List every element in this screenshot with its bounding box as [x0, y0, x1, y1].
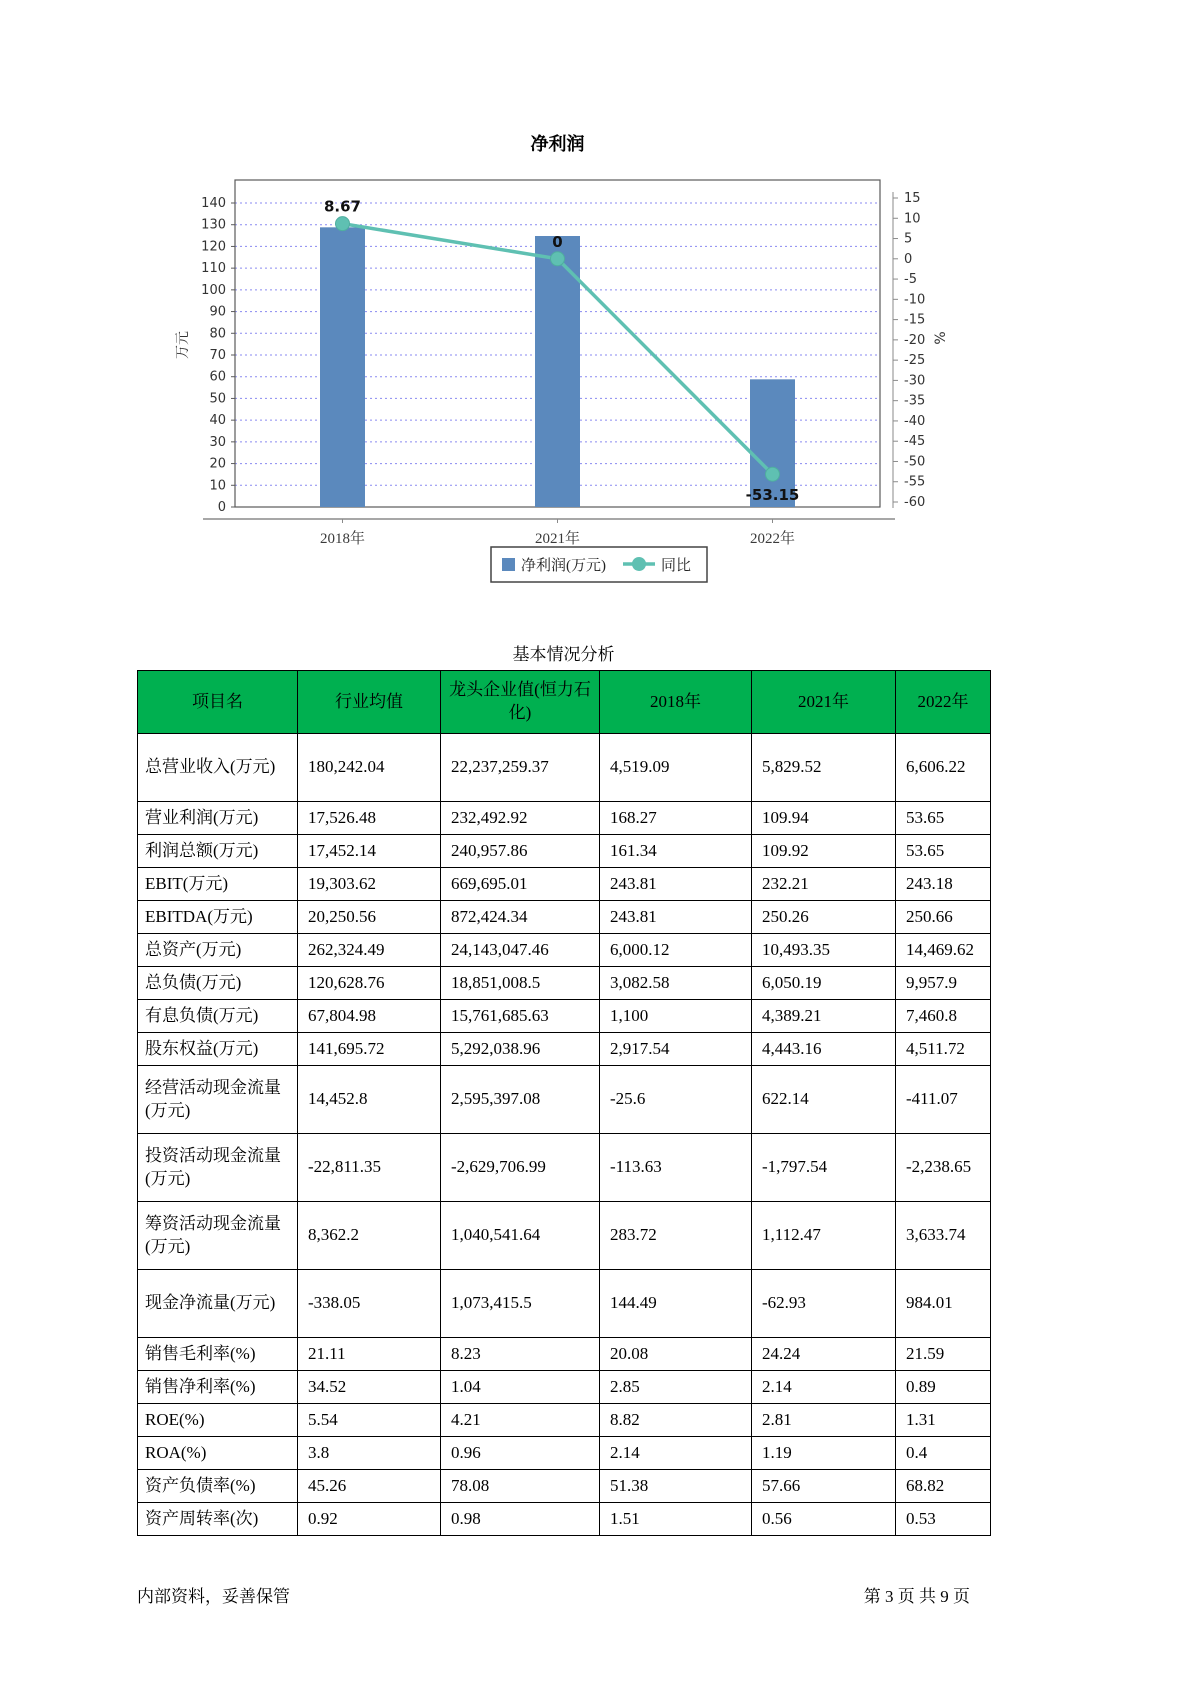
row-label: EBITDA(万元) [138, 901, 298, 934]
table-cell: 4,511.72 [896, 1033, 991, 1066]
row-label: 资产负债率(%) [138, 1470, 298, 1503]
table-row [138, 1404, 991, 1437]
column-header: 2021年 [752, 671, 896, 734]
table-row [138, 1437, 991, 1470]
table-cell: 20.08 [600, 1338, 752, 1371]
table-cell: 20,250.56 [298, 901, 441, 934]
left-axis-tick-label: 30 [209, 434, 226, 450]
table-cell: 250.66 [896, 901, 991, 934]
right-axis-tick-label: -40 [904, 413, 926, 429]
table-row [138, 934, 991, 967]
left-axis-tick-label: 120 [201, 239, 226, 255]
table-cell: 0.56 [752, 1503, 896, 1536]
table-cell: 51.38 [600, 1470, 752, 1503]
table-cell: 5,829.52 [752, 734, 896, 802]
right-axis-tick-label: -35 [904, 393, 926, 409]
table-cell: 68.82 [896, 1470, 991, 1503]
table-cell: 0.98 [441, 1503, 600, 1536]
table-cell: -338.05 [298, 1270, 441, 1338]
row-label: 现金净流量(万元) [138, 1270, 298, 1338]
table-cell: 15,761,685.63 [441, 1000, 600, 1033]
table-cell: 6,000.12 [600, 934, 752, 967]
table-row [138, 868, 991, 901]
table-row [138, 1503, 991, 1536]
chart-bar [320, 227, 365, 507]
table-cell: 243.81 [600, 868, 752, 901]
left-axis-tick-label: 40 [209, 413, 226, 429]
table-cell: 53.65 [896, 835, 991, 868]
right-axis-tick-label: 5 [904, 231, 913, 247]
left-axis-tick-label: 10 [209, 478, 226, 494]
table-cell: 3,082.58 [600, 967, 752, 1000]
table-cell: 17,452.14 [298, 835, 441, 868]
table-cell: 24,143,047.46 [441, 934, 600, 967]
right-axis-tick-label: -55 [904, 474, 926, 490]
table-cell: 872,424.34 [441, 901, 600, 934]
legend-bar-swatch [502, 558, 515, 571]
table-row [138, 1470, 991, 1503]
table-cell: 10,493.35 [752, 934, 896, 967]
right-axis-tick-label: -45 [904, 434, 926, 450]
table-header [138, 671, 991, 734]
right-axis-tick-label: -20 [904, 332, 926, 348]
table-row [138, 1270, 991, 1338]
footer-confidential-note: 内部资料，妥善保管 [137, 1587, 290, 1606]
table-row [138, 734, 991, 802]
table-cell: 2.85 [600, 1371, 752, 1404]
analysis-table [137, 670, 991, 1536]
table-cell: 1,100 [600, 1000, 752, 1033]
row-label: ROE(%) [138, 1404, 298, 1437]
table-cell: 0.4 [896, 1437, 991, 1470]
table-cell: 5,292,038.96 [441, 1033, 600, 1066]
row-label: 经营活动现金流量(万元) [138, 1066, 298, 1134]
table-cell: 1.04 [441, 1371, 600, 1404]
table-cell: 669,695.01 [441, 868, 600, 901]
row-label: 有息负债(万元) [138, 1000, 298, 1033]
table-cell: 3,633.74 [896, 1202, 991, 1270]
left-axis-tick-label: 140 [201, 196, 226, 211]
table-cell: -2,629,706.99 [441, 1134, 600, 1202]
left-axis-tick-label: 20 [209, 456, 226, 472]
table-row [138, 901, 991, 934]
table-cell: 232,492.92 [441, 802, 600, 835]
left-axis-tick-label: 60 [209, 369, 226, 385]
table-row [138, 1033, 991, 1066]
row-label: 销售毛利率(%) [138, 1338, 298, 1371]
table-cell: 0.96 [441, 1437, 600, 1470]
table-cell: 1,040,541.64 [441, 1202, 600, 1270]
table-cell: 2,595,397.08 [441, 1066, 600, 1134]
left-axis-tick-label: 50 [209, 391, 226, 407]
header-row [138, 671, 991, 734]
table-row [138, 1202, 991, 1270]
table-cell: 240,957.86 [441, 835, 600, 868]
row-label: EBIT(万元) [138, 868, 298, 901]
column-header: 龙头企业值(恒力石化) [441, 671, 600, 734]
left-axis-tick-label: 80 [209, 326, 226, 342]
table-cell: 250.26 [752, 901, 896, 934]
table-row [138, 835, 991, 868]
left-axis-title: 万元 [176, 331, 191, 359]
right-axis-title: % [933, 331, 949, 345]
table-cell: 243.81 [600, 901, 752, 934]
right-axis-tick-label: -60 [904, 495, 926, 510]
chart-point [766, 467, 780, 481]
column-header: 行业均值 [298, 671, 441, 734]
table-cell: -1,797.54 [752, 1134, 896, 1202]
column-header: 2018年 [600, 671, 752, 734]
row-label: 总营业收入(万元) [138, 734, 298, 802]
right-axis-tick-label: 10 [904, 211, 921, 227]
left-axis-tick-label: 0 [217, 500, 226, 515]
table-cell: 67,804.98 [298, 1000, 441, 1033]
table-cell: 24.24 [752, 1338, 896, 1371]
right-axis-tick-label: -50 [904, 454, 926, 470]
table-cell: 4,389.21 [752, 1000, 896, 1033]
table-cell: 17,526.48 [298, 802, 441, 835]
chart-point-label: -53.15 [745, 486, 800, 505]
table-cell: 984.01 [896, 1270, 991, 1338]
right-axis-tick-label: -25 [904, 353, 926, 369]
table-cell: 45.26 [298, 1470, 441, 1503]
x-axis-category-label: 2022年 [749, 531, 796, 547]
table-cell: 18,851,008.5 [441, 967, 600, 1000]
table-cell: 8,362.2 [298, 1202, 441, 1270]
table-row [138, 1371, 991, 1404]
row-label: 投资活动现金流量(万元) [138, 1134, 298, 1202]
table-cell: 262,324.49 [298, 934, 441, 967]
table-cell: 14,452.8 [298, 1066, 441, 1134]
chart-point-label: 0 [552, 232, 563, 251]
row-label: ROA(%) [138, 1437, 298, 1470]
left-axis-tick-label: 70 [209, 348, 226, 363]
table-cell: -22,811.35 [298, 1134, 441, 1202]
row-label: 资产周转率(次) [138, 1503, 298, 1536]
table-cell: 0.89 [896, 1371, 991, 1404]
left-axis-tick-label: 90 [209, 304, 226, 320]
table-cell: 78.08 [441, 1470, 600, 1503]
chart-point-label: 8.67 [323, 197, 362, 216]
row-label: 销售净利率(%) [138, 1371, 298, 1404]
x-axis-category-label: 2018年 [319, 531, 366, 547]
table-cell: 168.27 [600, 802, 752, 835]
table-cell: 120,628.76 [298, 967, 441, 1000]
row-label: 总资产(万元) [138, 934, 298, 967]
table-title: 基本情况分析 [512, 645, 615, 664]
table-row [138, 1134, 991, 1202]
table-cell: 8.82 [600, 1404, 752, 1437]
chart-point [336, 217, 350, 231]
table-cell: 6,050.19 [752, 967, 896, 1000]
left-axis-tick-label: 100 [201, 282, 226, 298]
footer-page-number: 第 3 页 共 9 页 [863, 1587, 970, 1606]
row-label: 总负债(万元) [138, 967, 298, 1000]
table-cell: 1.31 [896, 1404, 991, 1437]
row-label: 利润总额(万元) [138, 835, 298, 868]
legend-line-label: 同比 [661, 558, 692, 574]
table-cell: -411.07 [896, 1066, 991, 1134]
x-axis-category-label: 2021年 [534, 531, 581, 547]
right-axis-tick-label: -15 [904, 312, 926, 328]
table-cell: 109.94 [752, 802, 896, 835]
table-cell: 57.66 [752, 1470, 896, 1503]
chart-title: 净利润 [530, 134, 585, 154]
table-cell: 180,242.04 [298, 734, 441, 802]
column-header: 2022年 [896, 671, 991, 734]
net-profit-chart [145, 110, 1085, 615]
table-cell: 2.81 [752, 1404, 896, 1437]
table-row [138, 1000, 991, 1033]
left-axis-tick-label: 110 [201, 261, 226, 277]
table-cell: 5.54 [298, 1404, 441, 1437]
left-axis-tick-label: 130 [201, 217, 226, 233]
table-body [138, 734, 991, 1536]
table-cell: 1,073,415.5 [441, 1270, 600, 1338]
table-cell: 53.65 [896, 802, 991, 835]
table-cell: -113.63 [600, 1134, 752, 1202]
chart-point [551, 252, 565, 266]
table-cell: 161.34 [600, 835, 752, 868]
table-row [138, 1338, 991, 1371]
table-cell: 2.14 [752, 1371, 896, 1404]
table-row [138, 967, 991, 1000]
table-cell: 34.52 [298, 1371, 441, 1404]
table-cell: 7,460.8 [896, 1000, 991, 1033]
column-header: 项目名 [138, 671, 298, 734]
table-cell: 1.19 [752, 1437, 896, 1470]
right-axis-tick-label: -5 [904, 272, 917, 288]
table-cell: 6,606.22 [896, 734, 991, 802]
table-cell: 1,112.47 [752, 1202, 896, 1270]
page-footer [137, 1582, 970, 1606]
table-cell: -2,238.65 [896, 1134, 991, 1202]
table-cell: 1.51 [600, 1503, 752, 1536]
table-cell: 21.11 [298, 1338, 441, 1371]
right-axis-tick-label: -10 [904, 292, 926, 308]
table-cell: 144.49 [600, 1270, 752, 1338]
right-axis-tick-label: 0 [904, 251, 913, 267]
table-cell: 2,917.54 [600, 1033, 752, 1066]
table-cell: 232.21 [752, 868, 896, 901]
right-axis-tick-label: -30 [904, 373, 926, 389]
table-cell: -62.93 [752, 1270, 896, 1338]
table-cell: 0.53 [896, 1503, 991, 1536]
row-label: 筹资活动现金流量(万元) [138, 1202, 298, 1270]
table-cell: 3.8 [298, 1437, 441, 1470]
table-cell: 4.21 [441, 1404, 600, 1437]
table-cell: 2.14 [600, 1437, 752, 1470]
table-cell: 4,519.09 [600, 734, 752, 802]
table-cell: 243.18 [896, 868, 991, 901]
table-row [138, 802, 991, 835]
table-cell: 141,695.72 [298, 1033, 441, 1066]
table-row [138, 1066, 991, 1134]
table-cell: 22,237,259.37 [441, 734, 600, 802]
table-cell: 8.23 [441, 1338, 600, 1371]
table-cell: -25.6 [600, 1066, 752, 1134]
table-cell: 14,469.62 [896, 934, 991, 967]
table-cell: 9,957.9 [896, 967, 991, 1000]
table-cell: 283.72 [600, 1202, 752, 1270]
legend-line-marker [632, 557, 646, 571]
table-cell: 109.92 [752, 835, 896, 868]
table-cell: 4,443.16 [752, 1033, 896, 1066]
legend-bar-label: 净利润(万元) [521, 558, 606, 574]
row-label: 股东权益(万元) [138, 1033, 298, 1066]
right-axis-tick-label: 15 [904, 191, 921, 206]
table-cell: 622.14 [752, 1066, 896, 1134]
row-label: 营业利润(万元) [138, 802, 298, 835]
table-cell: 19,303.62 [298, 868, 441, 901]
table-cell: 0.92 [298, 1503, 441, 1536]
table-cell: 21.59 [896, 1338, 991, 1371]
